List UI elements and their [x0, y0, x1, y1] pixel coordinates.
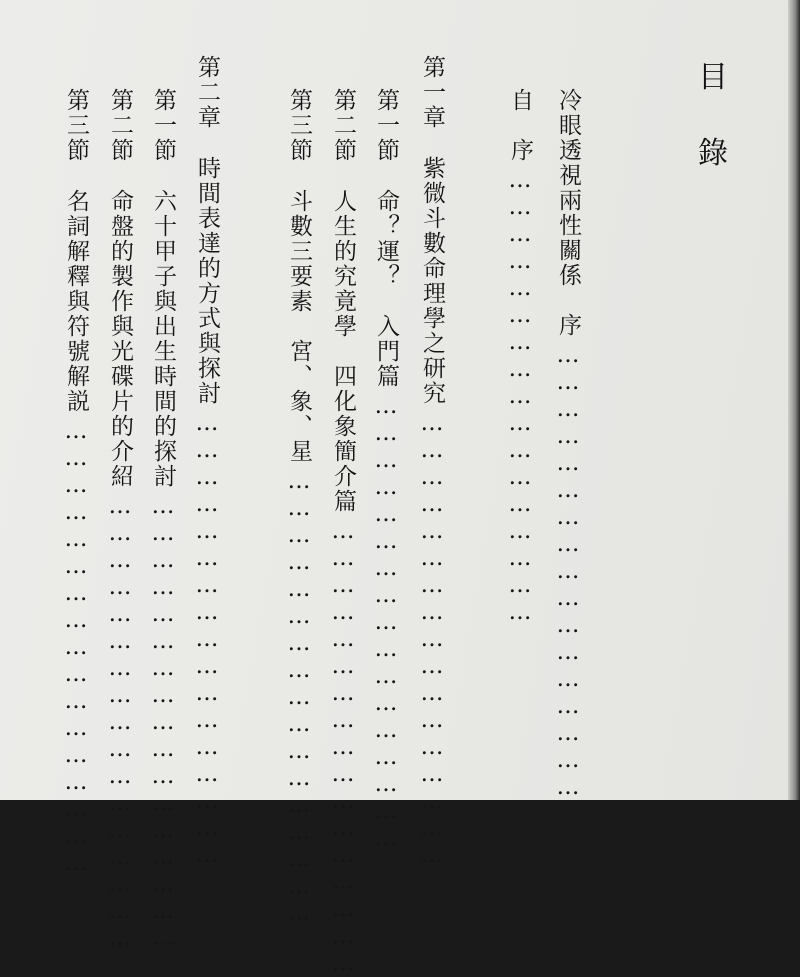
toc-section-1-1 [373, 88, 399, 852]
leader-dots: …………………………………………… [373, 393, 399, 852]
toc-section-2-2 [107, 88, 133, 952]
toc-entry-label: 第一章 [419, 55, 445, 130]
leader-dots: …………………………………………… [555, 342, 581, 801]
toc-entry-title: 冷眼透視兩性關係 序 [555, 88, 581, 338]
title-char-1: 目 [698, 60, 728, 95]
leader-dots: …………………………………………… [286, 468, 312, 927]
table-of-contents-title [690, 52, 736, 192]
toc-entry-title: 斗數三要素 宮、象、星 [286, 189, 312, 464]
toc-entry-title: 名詞解釋與符號解説 [63, 189, 89, 414]
toc-section-1-3 [286, 88, 312, 927]
toc-chapter-2 [194, 55, 220, 869]
toc-entry-title: 紫微斗數命理學之研究 [419, 156, 445, 406]
title-char-2: 錄 [698, 136, 728, 171]
leader-dots: …………………………………………… [150, 493, 176, 952]
toc-entry-label: 第一節 [150, 88, 176, 163]
leader-dots: …………………………………………… [330, 518, 356, 977]
toc-entry-book-preface [555, 88, 581, 801]
leader-dots: …………………………………………… [63, 418, 89, 877]
toc-entry-author-preface [508, 88, 531, 787]
toc-entry-label: 第二節 [330, 88, 356, 163]
toc-entry-label: 自 序 [507, 88, 533, 163]
leader-dots: …………………………………………… [507, 167, 533, 626]
toc-entry-title: 六十甲子與出生時間的探討 [150, 189, 176, 489]
toc-entry-title: 人生的究竟學 四化象簡介篇 [330, 189, 356, 514]
toc-entry-label: 第三節 [63, 88, 89, 163]
toc-entry-label: 第三節 [286, 88, 312, 163]
toc-section-2-1 [150, 88, 176, 952]
toc-chapter-1 [419, 55, 445, 869]
toc-entry-title: 命盤的製作與光碟片的介紹 [107, 189, 133, 489]
toc-entry-title: 命？運？ 入門篇 [373, 189, 399, 389]
leader-dots: …………………………………………… [194, 410, 220, 869]
toc-section-2-3 [63, 88, 89, 877]
toc-entry-label: 第二節 [107, 88, 133, 163]
toc-entry-label: 第二章 [194, 55, 220, 130]
leader-dots: …………………………………………… [419, 410, 445, 869]
leader-dots: …………………………………………… [107, 493, 133, 952]
toc-entry-title: 時間表達的方式與探討 [194, 156, 220, 406]
book-gutter-shadow [788, 0, 800, 800]
toc-entry-label: 第一節 [373, 88, 399, 163]
toc-section-1-2 [330, 88, 356, 977]
